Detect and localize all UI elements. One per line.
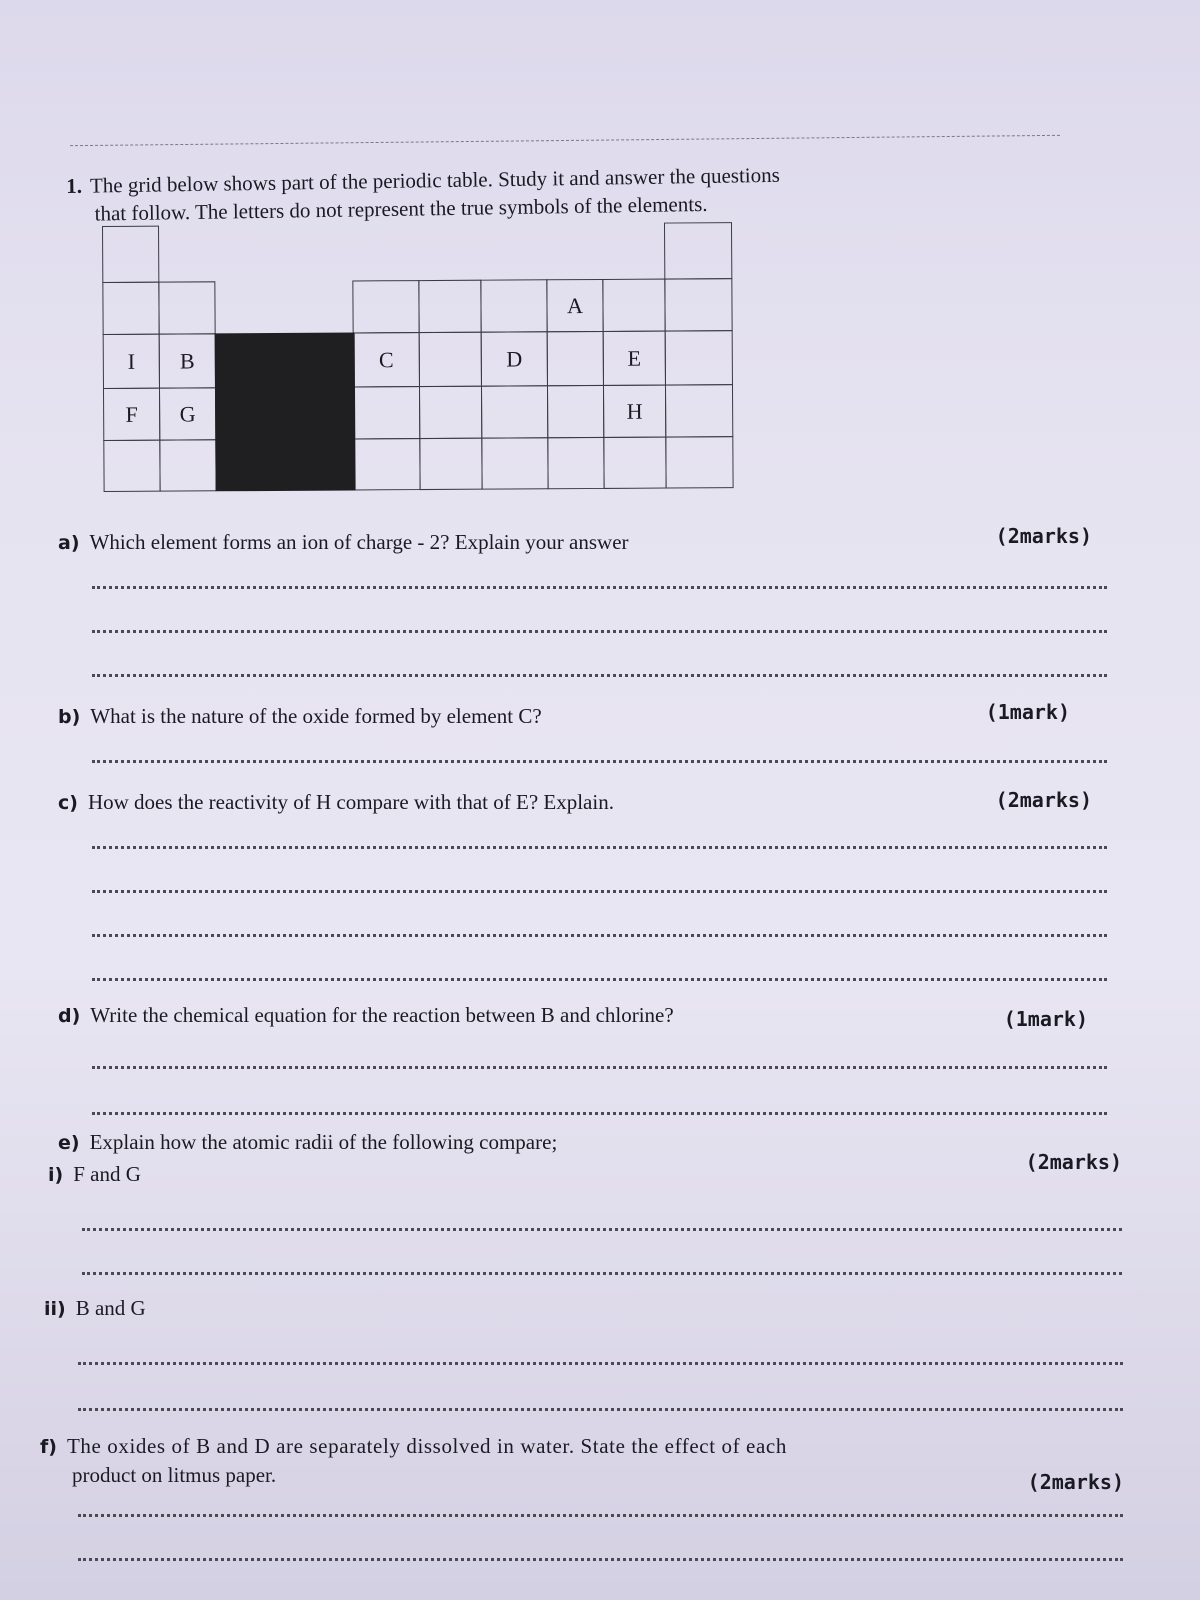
question-part-a [58,524,1128,555]
cell-p3-g7 [603,331,666,386]
answer-line[interactable] [78,1362,1123,1365]
cell-p1-g8 [664,222,732,279]
subpart-ii [44,1296,146,1321]
answer-line[interactable] [92,630,1107,633]
cell-p4-g4 [419,386,482,439]
answer-line[interactable] [82,1272,1122,1275]
cell-p2-g3 [352,280,419,333]
answer-line[interactable] [92,760,1107,763]
subpart-i [48,1162,141,1187]
part-text: How does the reactivity of H compare with that of E? Explain. [87,790,614,814]
answer-line[interactable] [92,1066,1107,1069]
marks-label: (2marks) [1025,1150,1122,1174]
cell-p5-g4 [419,438,482,490]
answer-line[interactable] [92,978,1107,981]
part-text: What is the nature of the oxide formed by element C? [90,704,542,728]
part-label: c) [58,792,78,814]
periodic-table-grid [102,222,754,502]
cell-p5-g6 [547,437,604,489]
element-label-h: H [626,398,643,424]
cell-p2-g1 [102,282,159,335]
cell-p2-g5 [480,279,547,332]
element-label-i: I [127,348,136,374]
cell-p2-g4 [418,280,481,333]
cell-p5-g7 [603,437,666,489]
question-number: 1. [66,173,83,198]
cell-p2-g6 [546,279,603,332]
part-label: a) [58,532,80,554]
cell-p4-g5 [481,385,548,438]
question-intro [66,156,1077,228]
marks-label: (2marks) [995,788,1092,812]
answer-line[interactable] [92,1112,1107,1115]
marks-label: (1mark) [985,700,1070,724]
cell-p1-g1 [102,226,159,283]
answer-line[interactable] [92,934,1107,937]
part-text: Which element forms an ion of charge - 2? Explain your answer [89,530,629,554]
part-label: b) [58,706,81,728]
question-part-f [40,1434,1130,1494]
cell-p5-g8 [665,436,733,488]
top-rule [70,135,1060,146]
element-label-d: D [506,345,523,372]
element-label-c: C [378,346,394,372]
element-label-a: A [566,292,584,318]
cell-p5-g1 [103,440,160,492]
cell-p4-g8 [665,384,733,437]
cell-p4-g6 [547,385,604,438]
question-part-c [58,790,1128,815]
subpart-text: B and G [75,1296,146,1320]
answer-line[interactable] [78,1558,1123,1561]
part-label: f) [40,1436,57,1458]
cell-p3-g6 [547,331,604,386]
cell-p4-g2 [159,387,216,440]
cell-p3-g1 [103,334,160,389]
cell-p3-g3 [353,332,420,387]
cell-p4-g3 [353,386,420,439]
answer-line[interactable] [78,1408,1123,1411]
marks-label: (2marks) [995,524,1092,548]
answer-line[interactable] [78,1514,1123,1517]
part-text: The oxides of B and D are separately dissolved in water. State the effect of each [66,1434,787,1458]
question-part-d [58,1003,1128,1031]
cell-p5-g3 [353,438,420,490]
intro-line-2: that follow. The letters do not represent the true symbols of the elements. [94,191,708,226]
answer-line[interactable] [92,586,1107,589]
subpart-label: i) [48,1164,64,1186]
cell-p5-g2 [159,439,216,491]
answer-line[interactable] [92,890,1107,893]
element-label-g: G [179,400,196,427]
cell-p3-g4 [419,332,482,387]
marks-label: (1mark) [1003,1007,1088,1031]
cell-p4-g7 [603,385,666,438]
part-label: e) [58,1132,80,1154]
subpart-label: ii) [44,1298,66,1320]
part-label: d) [58,1005,81,1027]
part-text: Write the chemical equation for the reaction between B and chlorine? [90,1003,674,1027]
element-label-e: E [627,345,642,371]
part-text-continued: product on litmus paper. [72,1463,277,1487]
cell-p2-g8 [664,278,732,331]
answer-line[interactable] [92,846,1107,849]
cell-p2-g2 [158,281,215,334]
answer-line[interactable] [82,1228,1122,1231]
cell-p3-g8 [665,330,733,385]
cell-p4-g1 [103,388,160,441]
cell-p2-g7 [602,279,665,332]
element-label-b: B [179,347,195,374]
subpart-text: F and G [73,1162,141,1186]
answer-line[interactable] [92,674,1107,677]
part-text: Explain how the atomic radii of the following compare; [89,1130,558,1154]
cell-p3-g5 [481,331,548,386]
element-label-f: F [125,401,138,427]
question-part-b [58,700,1128,729]
cell-p3-g2 [159,333,216,388]
marks-label: (2marks) [1027,1470,1124,1494]
intro-line-1: The grid below shows part of the periodic table. Study it and answer the questions [89,162,781,198]
cell-p5-g5 [481,437,548,489]
transition-metals-block [215,332,356,491]
